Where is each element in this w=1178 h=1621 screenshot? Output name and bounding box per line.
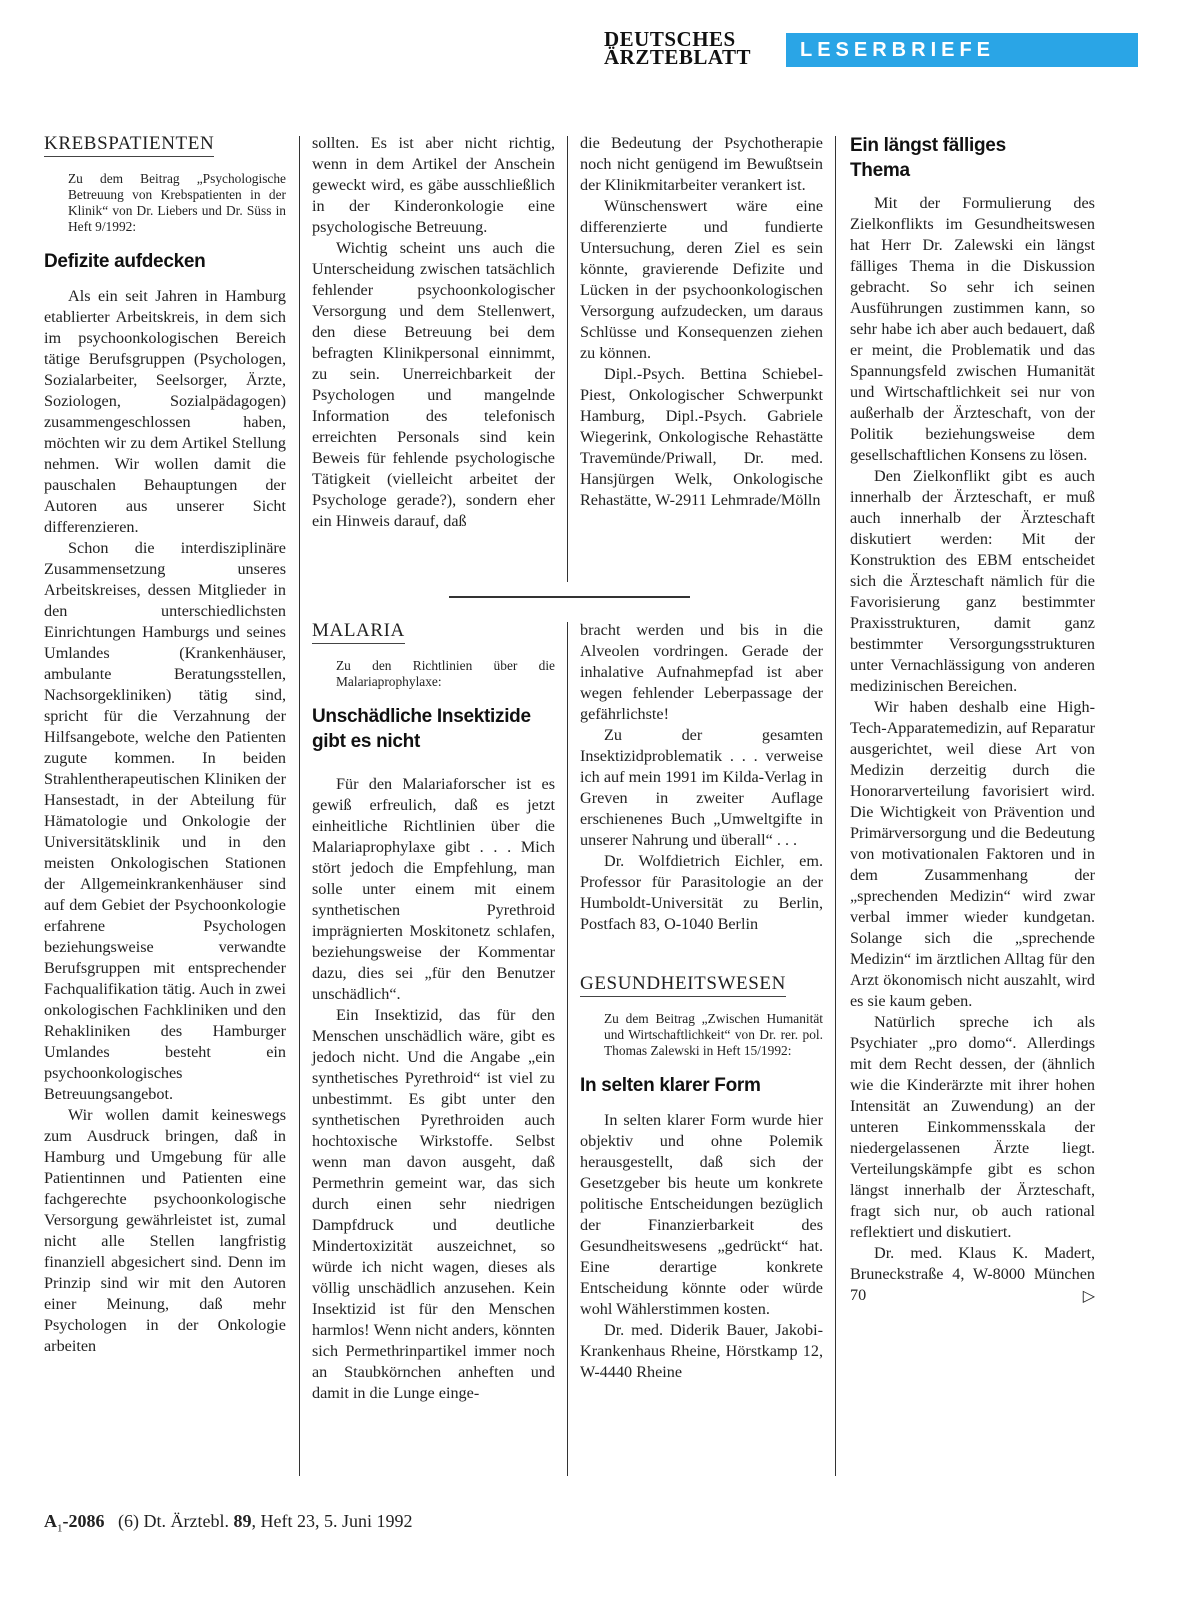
signature xyxy=(850,1243,1095,1306)
paragraph: Für den Malariaforscher ist es gewiß erfreulich, daß es jetzt einheitliche Richtlinien über die Malariaprophylaxe gibt . . . Mich stört jedoch die Empfehlung, man solle unter einem mit einem synthetischen Pyrethroid imprägnierten Moskitonetz schlafen, beziehungsweise der Kommentar dazu, dies sei „für den Benutzer unschädlich“. xyxy=(312,775,555,1003)
headline-line: Ein längst fälliges xyxy=(850,135,1006,156)
column-divider xyxy=(835,136,836,1476)
paragraph: die Bedeutung der Psychotherapie noch nicht genügend im Bewußtsein der Klinikmitarbeiter verankert ist. xyxy=(580,134,823,194)
headline-in-selten-klarer-form: In selten klarer Form xyxy=(580,1075,761,1096)
citation-suffix: , Heft 23, 5. Juni 1992 xyxy=(251,1511,413,1531)
rubric-malaria: MALARIA xyxy=(312,620,405,644)
column-divider xyxy=(567,622,568,1476)
column-3-top xyxy=(580,133,823,511)
headline-line: Unschädliche Insektizide xyxy=(312,706,531,727)
paragraph: Den Zielkonflikt gibt es auch innerhalb der Ärzteschaft, er muß auch innerhalb der Ärzteschaft diskutiert werden: Mit der Konstruktion des EBM entscheidet sich die Ärzteschaft nämlich für die Favorisierung ganz bestimmter Praxisstrukturen, damit ganz bestimmter Versorgungsstrukturen unter Vernachlässigung von anderen medizinischen Bereichen. xyxy=(850,467,1095,695)
article-separator xyxy=(449,596,690,598)
page-footer xyxy=(44,1510,412,1540)
section-label: LESERBRIEFE xyxy=(786,33,1138,67)
headline-defizite-aufdecken: Defizite aufdecken xyxy=(44,251,206,272)
journal-logo xyxy=(604,27,772,69)
citation-prefix: (6) Dt. Ärztebl. xyxy=(118,1511,234,1531)
logo-line-2: ÄRZTEBLATT xyxy=(604,45,751,69)
signature: Dr. Wolfdietrich Eichler, em. Professor für Parasitologie an der Humboldt-Universität zu Berlin, Postfach 83, O-1040 Berlin xyxy=(580,852,823,933)
headline-unschaedliche-insektizide xyxy=(312,704,555,754)
paragraph: Wünschenswert wäre eine differenzierte und fundierte Untersuchung, deren Ziel es sein könnte, gravierende Defizite und Lücken in der psychoonkologischen Versorgung aufzudecken, um daraus Schlüsse und Konsequenzen ziehen zu können. xyxy=(580,197,823,362)
paragraph: Mit der Formulierung des Zielkonflikts im Gesundheitswesen hat Herr Dr. Zalewski ein längst fälliges Thema in die Diskussion gebracht. So sehr ich seinen Ausführungen zustimmen kann, so sehr habe ich aber auch bedauert, daß er meint, die Problematik und das Spannungsfeld zwischen Humanität und Wirtschaftlichkeit sei nur von außerhalb der Ärzteschaft, von der Politik beziehungsweise dem gesellschaftlichen Konsens zu lösen. xyxy=(850,194,1095,464)
paragraph: Wir haben deshalb eine High-Tech-Apparatemedizin, auf Reparatur ausgerichtet, weil diese Art von Medizin derzeitig durch die Honorarverteilung favorisiert wird. Die Wichtigkeit von Prävention und Primärversorgung und die Bedeutung von motivationalen Faktoren und in dem Zusammenhang der „sprechenden Medizin“ wird zwar verbal immer wieder kundgetan. Solange sich die „sprechende Medizin“ im ärztlichen Alltag für den Arzt ökonomisch nicht auszahlt, wird es sie kaum geben. xyxy=(850,698,1095,1010)
column-3-bottom xyxy=(580,620,823,1383)
logo-line-1: DEUTSCHES xyxy=(604,27,736,51)
column-divider xyxy=(299,136,300,1476)
continue-arrow-icon: ▷ xyxy=(1082,1286,1095,1305)
paragraph: Schon die interdisziplinäre Zusammensetzung unseres Arbeitskreises, dessen Mitglieder in den unterschiedlichsten Einrichtungen Hamburgs und seines Umlandes (Krankenhäuser, ambulante Beratungsstellen, Nachsorgekliniken) tätig sind, spricht für die Verzahnung der Hilfsangebote, welche den Patienten zugute kommen. In beiden Strahlentherapeutischen Kliniken der Hansestadt, in der Abteilung für Hämatologie und Onkologie der Universitätsklinik und in den meisten Onkologischen Stationen der Allgemeinkrankenhäuser sind auf dem Gebiet der Psychoonkologie erfahrene Psychologen beziehungsweise verwandte Berufsgruppen mit entsprechender Fachqualifikation tätig. Auch in zwei onkologischen Fachkliniken und den Rehakliniken des Hamburger Umlandes besteht ein psychoonkologisches Betreuungsangebot. xyxy=(44,539,286,1103)
column-4 xyxy=(850,133,1095,1306)
headline-line: Thema xyxy=(850,160,910,181)
paragraph: Zu der gesamten Insektizidproblematik . . . verweise ich auf mein 1991 im Kilda-Verlag in Greven in zweiter Auflage erschienenes Buch „Umweltgifte in unserer Nahrung und überall“ . . . xyxy=(580,726,823,849)
page-code: A xyxy=(44,1511,57,1531)
column-2-bottom xyxy=(312,620,555,1404)
column-1 xyxy=(44,133,286,1357)
signature-text: Dr. med. Klaus K. Madert, Bruneckstraße 4, W-8000 München 70 xyxy=(850,1244,1095,1304)
intro-malaria: Zu den Richtlinien über die Malariaprophylaxe: xyxy=(336,658,555,689)
page-number: -2086 xyxy=(62,1511,105,1531)
page-code-sub: 1 xyxy=(57,1522,63,1535)
column-2-top xyxy=(312,133,555,532)
paragraph: Als ein seit Jahren in Hamburg etablierter Arbeitskreis, in dem sich im psychoonkologischen Bereich tätige Berufsgruppen (Psychologen, Sozialarbeiter, Seelsorger, Ärzte, Soziologen, Sozialpädagogen) zusammengeschlossen haben, möchten wir zu dem Artikel Stellung nehmen. Wir wollen damit die pauschalen Behauptungen der Autoren aus unserer Sicht differenzieren. xyxy=(44,287,286,536)
signature: Dr. med. Diderik Bauer, Jakobi-Krankenhaus Rheine, Hörstkamp 12, W-4440 Rheine xyxy=(580,1321,823,1381)
paragraph: Natürlich spreche ich als Psychiater „pro domo“. Allerdings mit dem Recht dessen, der (ähnlich wie die Kinderärzte mit ihrer hohen Intensität an Zuwendung) an der unteren Einkommensskala der niedergelassenen Ärzte liegt. Verteilungskämpfe gibt es schon längst innerhalb der Ärzteschaft, fragt sich nur, ob auch rational reflektiert und diskutiert. xyxy=(850,1013,1095,1241)
volume-number: 89 xyxy=(233,1511,252,1531)
column-divider xyxy=(567,136,568,582)
paragraph: Wichtig scheint uns auch die Unterscheidung zwischen tatsächlich fehlender psychoonkologischer Versorgung und dem Stellenwert, den diese Betreuung bei dem befragten Klinikpersonal einnimmt, zu sein. Unerreichbarkeit der Psychologen und mangelnde Information des telefonisch erreichten Personals sind kein Beweis für fehlende psychologische Tätigkeit (vielleicht arbeitet der Psychologe gerade?), sondern eher ein Hinweis darauf, daß xyxy=(312,239,555,530)
paragraph: Wir wollen damit keineswegs zum Ausdruck bringen, daß in Hamburg und Umgebung für alle Patientinnen und Patienten eine fachgerechte psychoonkologische Versorgung gewährleistet ist, zumal nicht alle Stellen langfristig finanziell abgesichert sind. Denn im Prinzip sind wir mit den Autoren einer Meinung, daß mehr Psychologen in der Onkologie arbeiten xyxy=(44,1106,286,1355)
headline-line: gibt es nicht xyxy=(312,731,420,752)
intro-gesundheitswesen: Zu dem Beitrag „Zwischen Humanität und Wirtschaftlichkeit“ von Dr. rer. pol. Thomas Zalewski in Heft 15/1992: xyxy=(604,1011,823,1058)
paragraph: In selten klarer Form wurde hier objektiv und ohne Polemik herausgestellt, daß sich der Gesetzgeber bis heute um konkrete politische Entscheidungen bezüglich der Finanzierbarkeit des Gesundheitswesens „gedrückt“ hat. Eine derartige konkrete Entscheidung könnte oder würde wohl Wählerstimmen kosten. xyxy=(580,1111,823,1318)
paragraph: sollten. Es ist aber nicht richtig, wenn in dem Artikel der Anschein geweckt wird, es gäbe ausschließlich in der Kinderonkologie eine psychologische Betreuung. xyxy=(312,134,555,236)
rubric-krebspatienten: KREBSPATIENTEN xyxy=(44,133,214,157)
signature: Dipl.-Psych. Bettina Schiebel-Piest, Onkologischer Schwerpunkt Hamburg, Dipl.-Psych. Gabriele Wiegerink, Onkologische Rehastätte Travemünde/Priwall, Dr. med. Hansjürgen Welk, Onkologische Rehastätte, W-2911 Lehmrade/Mölln xyxy=(580,365,823,509)
paragraph: bracht werden und bis in die Alveolen vordringen. Gerade der inhalative Aufnahmepfad ist aber wegen fehlender Leberpassage der gefährlichste! xyxy=(580,621,823,723)
intro-krebspatienten: Zu dem Beitrag „Psychologische Betreuung von Krebspatienten in der Klinik“ von Dr. Liebers und Dr. Süss in Heft 9/1992: xyxy=(68,171,286,234)
rubric-gesundheitswesen: GESUNDHEITSWESEN xyxy=(580,973,786,997)
paragraph: Ein Insektizid, das für den Menschen unschädlich wäre, gibt es jedoch nicht. Und die Angabe „ein synthetisches Pyrethroid“ ist viel zu unbestimmt. Es gibt unter den synthetischen Pyrethroiden auch hochtoxische Wirkstoffe. Selbst wenn man davon ausgeht, daß Permethrin gemeint war, das sich durch einen sehr niedrigen Dampfdruck und deutliche Mindertoxizität auszeichnet, so würde ich nicht wagen, dieses als völlig unschädlich anzusehen. Kein Insektizid ist für den Menschen harmlos! Wenn nicht anders, könnten sich Permethrinpartikel immer noch an Staubkörnchen anheften und damit in die Lunge einge- xyxy=(312,1006,555,1402)
headline-ein-laengst-faelliges-thema xyxy=(850,133,1095,183)
